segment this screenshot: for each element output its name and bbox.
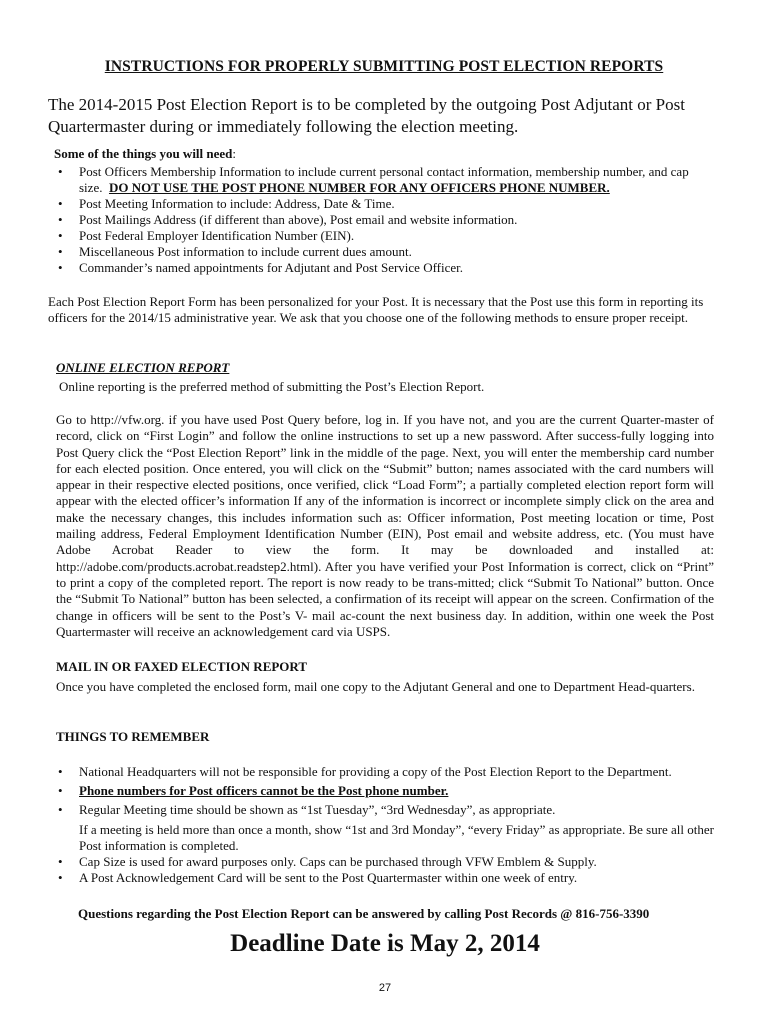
page-number: 27: [378, 982, 392, 994]
online-heading: ONLINE ELECTION REPORT: [56, 360, 230, 375]
personalized-paragraph: Each Post Election Report Form has been personalized for your Post. It is necessary that the Post use this form in reporting its officers for the 2014/15 administrative year. We ask that you choose one of the following methods to ensure proper receipt.: [48, 294, 704, 326]
online-preferred: Online reporting is the preferred method of submitting the Post’s Election Report.: [59, 379, 485, 394]
list-item: • Cap Size is used for award purposes only. Caps can be purchased through VFW Emblem & Supply.: [54, 854, 714, 870]
remember-heading: THINGS TO REMEMBER: [56, 729, 210, 744]
phone-warning: DO NOT USE THE POST PHONE NUMBER FOR ANY OFFICERS PHONE NUMBER.: [108, 180, 610, 195]
list-item: • A Post Acknowledgement Card will be sent to the Post Quartermaster within one week of entry.: [54, 870, 714, 886]
needs-label-colon: :: [232, 146, 237, 161]
questions-line: Questions regarding the Post Election Report can be answered by calling Post Records @ 816-756-3390: [78, 906, 650, 921]
mail-heading: MAIL IN OR FAXED ELECTION REPORT: [56, 659, 308, 674]
meeting-note: If a meeting is held more than once a month, show “1st and 3rd Monday”, “every Friday” as appropriate. Be sure all other Post information is completed.: [79, 822, 714, 853]
online-instructions: Go to http://vfw.org. if you have used Post Query before, log in. If you have not, and you are the current Quarter-master of record, click on “First Login” and follow the online instructions to set up a new password. After success-fully logging into Post Query click the “Post Election Report” link in the middle of the page. Next, you will enter the membership card number for each elected position. Once entered, you will click on the “Submit” button; names associated with the card numbers will appear in their respective elected positions, once verified, click “Load Form”; a partially completed election report form will appear with the elected officer’s information If any of the information is incorrect or incomplete simply click on the area and make the necessary changes, this includes information such as: Officer information, Post meeting location or time, Post mailing address, Federal Employment Identification Number (EIN), Post email and website address, etc. (You must have Adobe Acrobat Reader to view the form. It may be downloaded and installed at: http://adobe.com/products.acrobat.readstep2.html). After you have verified your Post Information is correct, click on “Print” to print a copy of the completed report. The report is now ready to be trans-mitted; click “Submit To National” button. Once the “Submit To National” button has been selected, a confirmation of its receipt will appear on the screen. Confirmation of the change in officers will be sent to the Post’s V- mail ac-count the next business day. In addition, within one week the Post Quartermaster will receive an acknowledgement card via USPS.: [56, 412, 714, 639]
list-item: [54, 164, 714, 196]
remember-list-continued: [54, 854, 714, 886]
page-title: INSTRUCTIONS FOR PROPERLY SUBMITTING POST ELECTION REPORTS: [104, 58, 664, 75]
list-item: • National Headquarters will not be responsible for providing a copy of the Post Election Report to the Department.: [54, 764, 714, 780]
needs-item-text: Post Officers Membership Information to include current personal contact information, membership number, and cap size.: [79, 164, 689, 195]
list-item: • Commander’s named appointments for Adjutant and Post Service Officer.: [54, 260, 714, 276]
list-item: • Regular Meeting time should be shown as “1st Tuesday”, “3rd Wednesday”, as appropriate.: [54, 802, 714, 818]
needs-list: [54, 164, 714, 276]
needs-label-text: Some of the things you will need: [54, 146, 233, 161]
mail-instructions: Once you have completed the enclosed form, mail one copy to the Adjutant General and one to Department Head-quarters.: [56, 679, 695, 694]
intro-paragraph: The 2014-2015 Post Election Report is to be completed by the outgoing Post Adjutant or Post Quartermaster during or immediately following the election meeting.: [48, 95, 685, 136]
phone-rule: Phone numbers for Post officers cannot be the Post phone number.: [79, 783, 449, 798]
list-item: [54, 783, 714, 799]
remember-list: [54, 764, 714, 821]
list-item: • Post Federal Employer Identification Number (EIN).: [54, 228, 714, 244]
deadline-heading: Deadline Date is May 2, 2014: [230, 930, 540, 957]
list-item: • Miscellaneous Post information to include current dues amount.: [54, 244, 714, 260]
list-item: • Post Meeting Information to include: Address, Date & Time.: [54, 196, 714, 212]
needs-label: [54, 146, 236, 162]
list-item: • Post Mailings Address (if different than above), Post email and website information.: [54, 212, 714, 228]
